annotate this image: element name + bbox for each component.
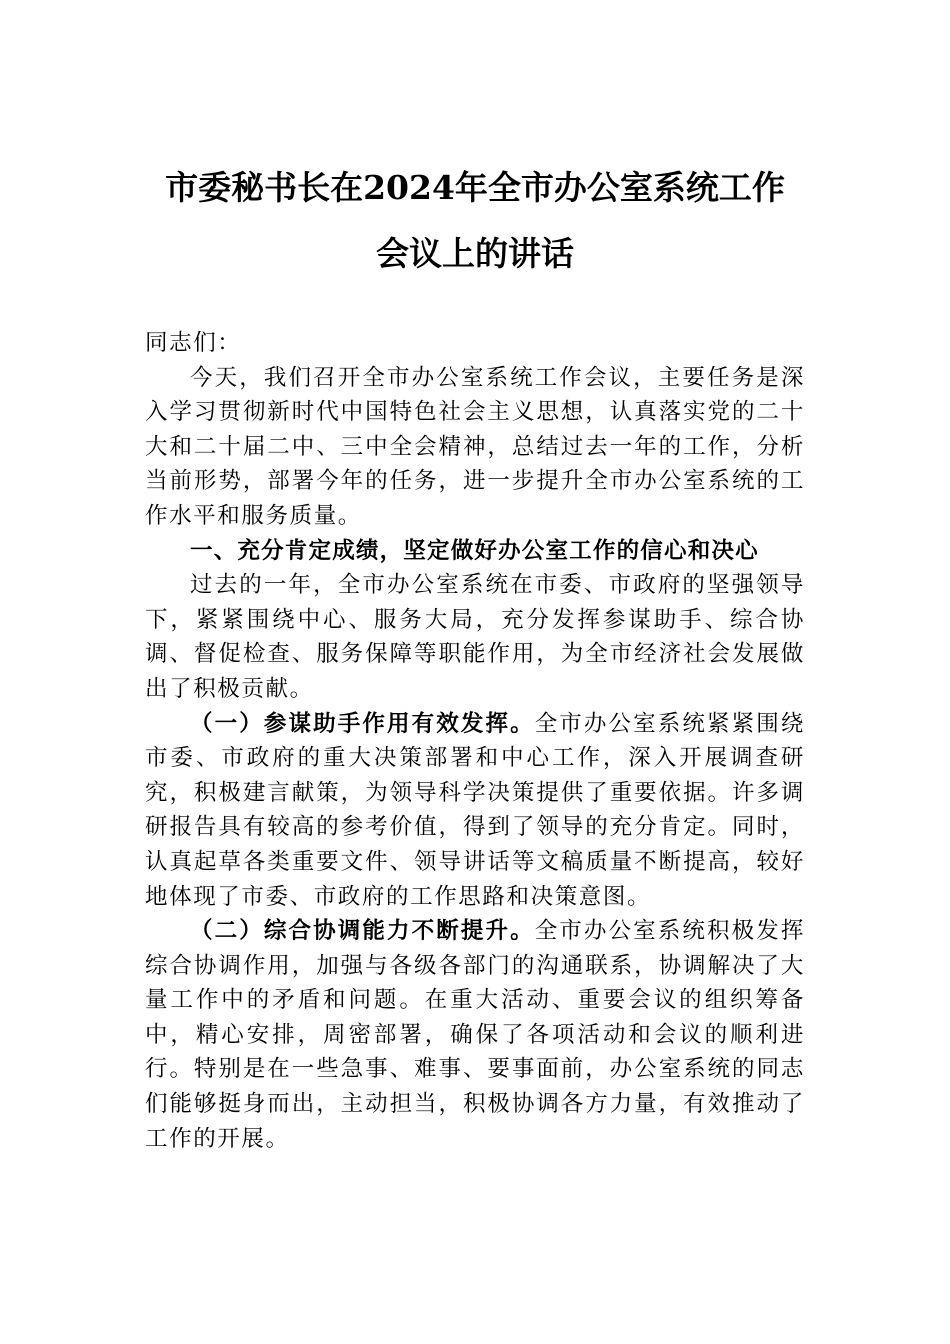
- section-1-paragraph: 过去的一年，全市办公室系统在市委、市政府的坚强领导下，紧紧围绕中心、服务大局，充分发挥参谋助手、综合协调、督促检查、服务保障等职能作用，为全市经济社会发展做出了积极贡献。: [145, 572, 805, 702]
- intro-paragraph: 今天，我们召开全市办公室系统工作会议，主要任务是深入学习贯彻新时代中国特色社会主义思想，认真落实党的二十大和二十届二中、三中全会精神，总结过去一年的工作，分析当前形势，部署今年的任务，进一步提升全市办公室系统的工作水平和服务质量。: [145, 364, 805, 529]
- title-line-2: 会议上的讲话: [376, 234, 574, 273]
- subsection-1-lead: （一）参谋助手作用有效发挥。: [190, 710, 535, 737]
- document-body: [145, 326, 805, 1156]
- salutation: 同志们：: [145, 330, 242, 356]
- subsection-1-text: 全市办公室系统紧紧围绕市委、市政府的重大决策部署和中心工作，深入开展调查研究，积极建言献策，为领导科学决策提供了重要依据。许多调研报告具有较高的参考价值，得到了领导的充分肯定。同时，认真起草各类重要文件、领导讲话等文稿质量不断提高，较好地体现了市委、市政府的工作思路和决策意图。: [145, 710, 805, 910]
- subsection-2-lead: （二）综合协调能力不断提升。: [190, 918, 535, 945]
- document-title: [145, 158, 805, 284]
- subsection-2-paragraph: [145, 914, 805, 1156]
- document-content: [145, 158, 805, 1156]
- section-1-heading: 一、充分肯定成绩，坚定做好办公室工作的信心和决心: [190, 537, 759, 564]
- subsection-2-text: 全市办公室系统积极发挥综合协调作用，加强与各级各部门的沟通联系，协调解决了大量工作中的矛盾和问题。在重大活动、重要会议的组织筹备中，精心安排，周密部署，确保了各项活动和会议的顺利进行。特别是在一些急事、难事、要事面前，办公室系统的同志们能够挺身而出，主动担当，积极协调各方力量，有效推动了工作的开展。: [145, 918, 805, 1152]
- subsection-1-paragraph: [145, 707, 805, 915]
- title-line-1: 市委秘书长在2024年全市办公室系统工作: [165, 168, 785, 207]
